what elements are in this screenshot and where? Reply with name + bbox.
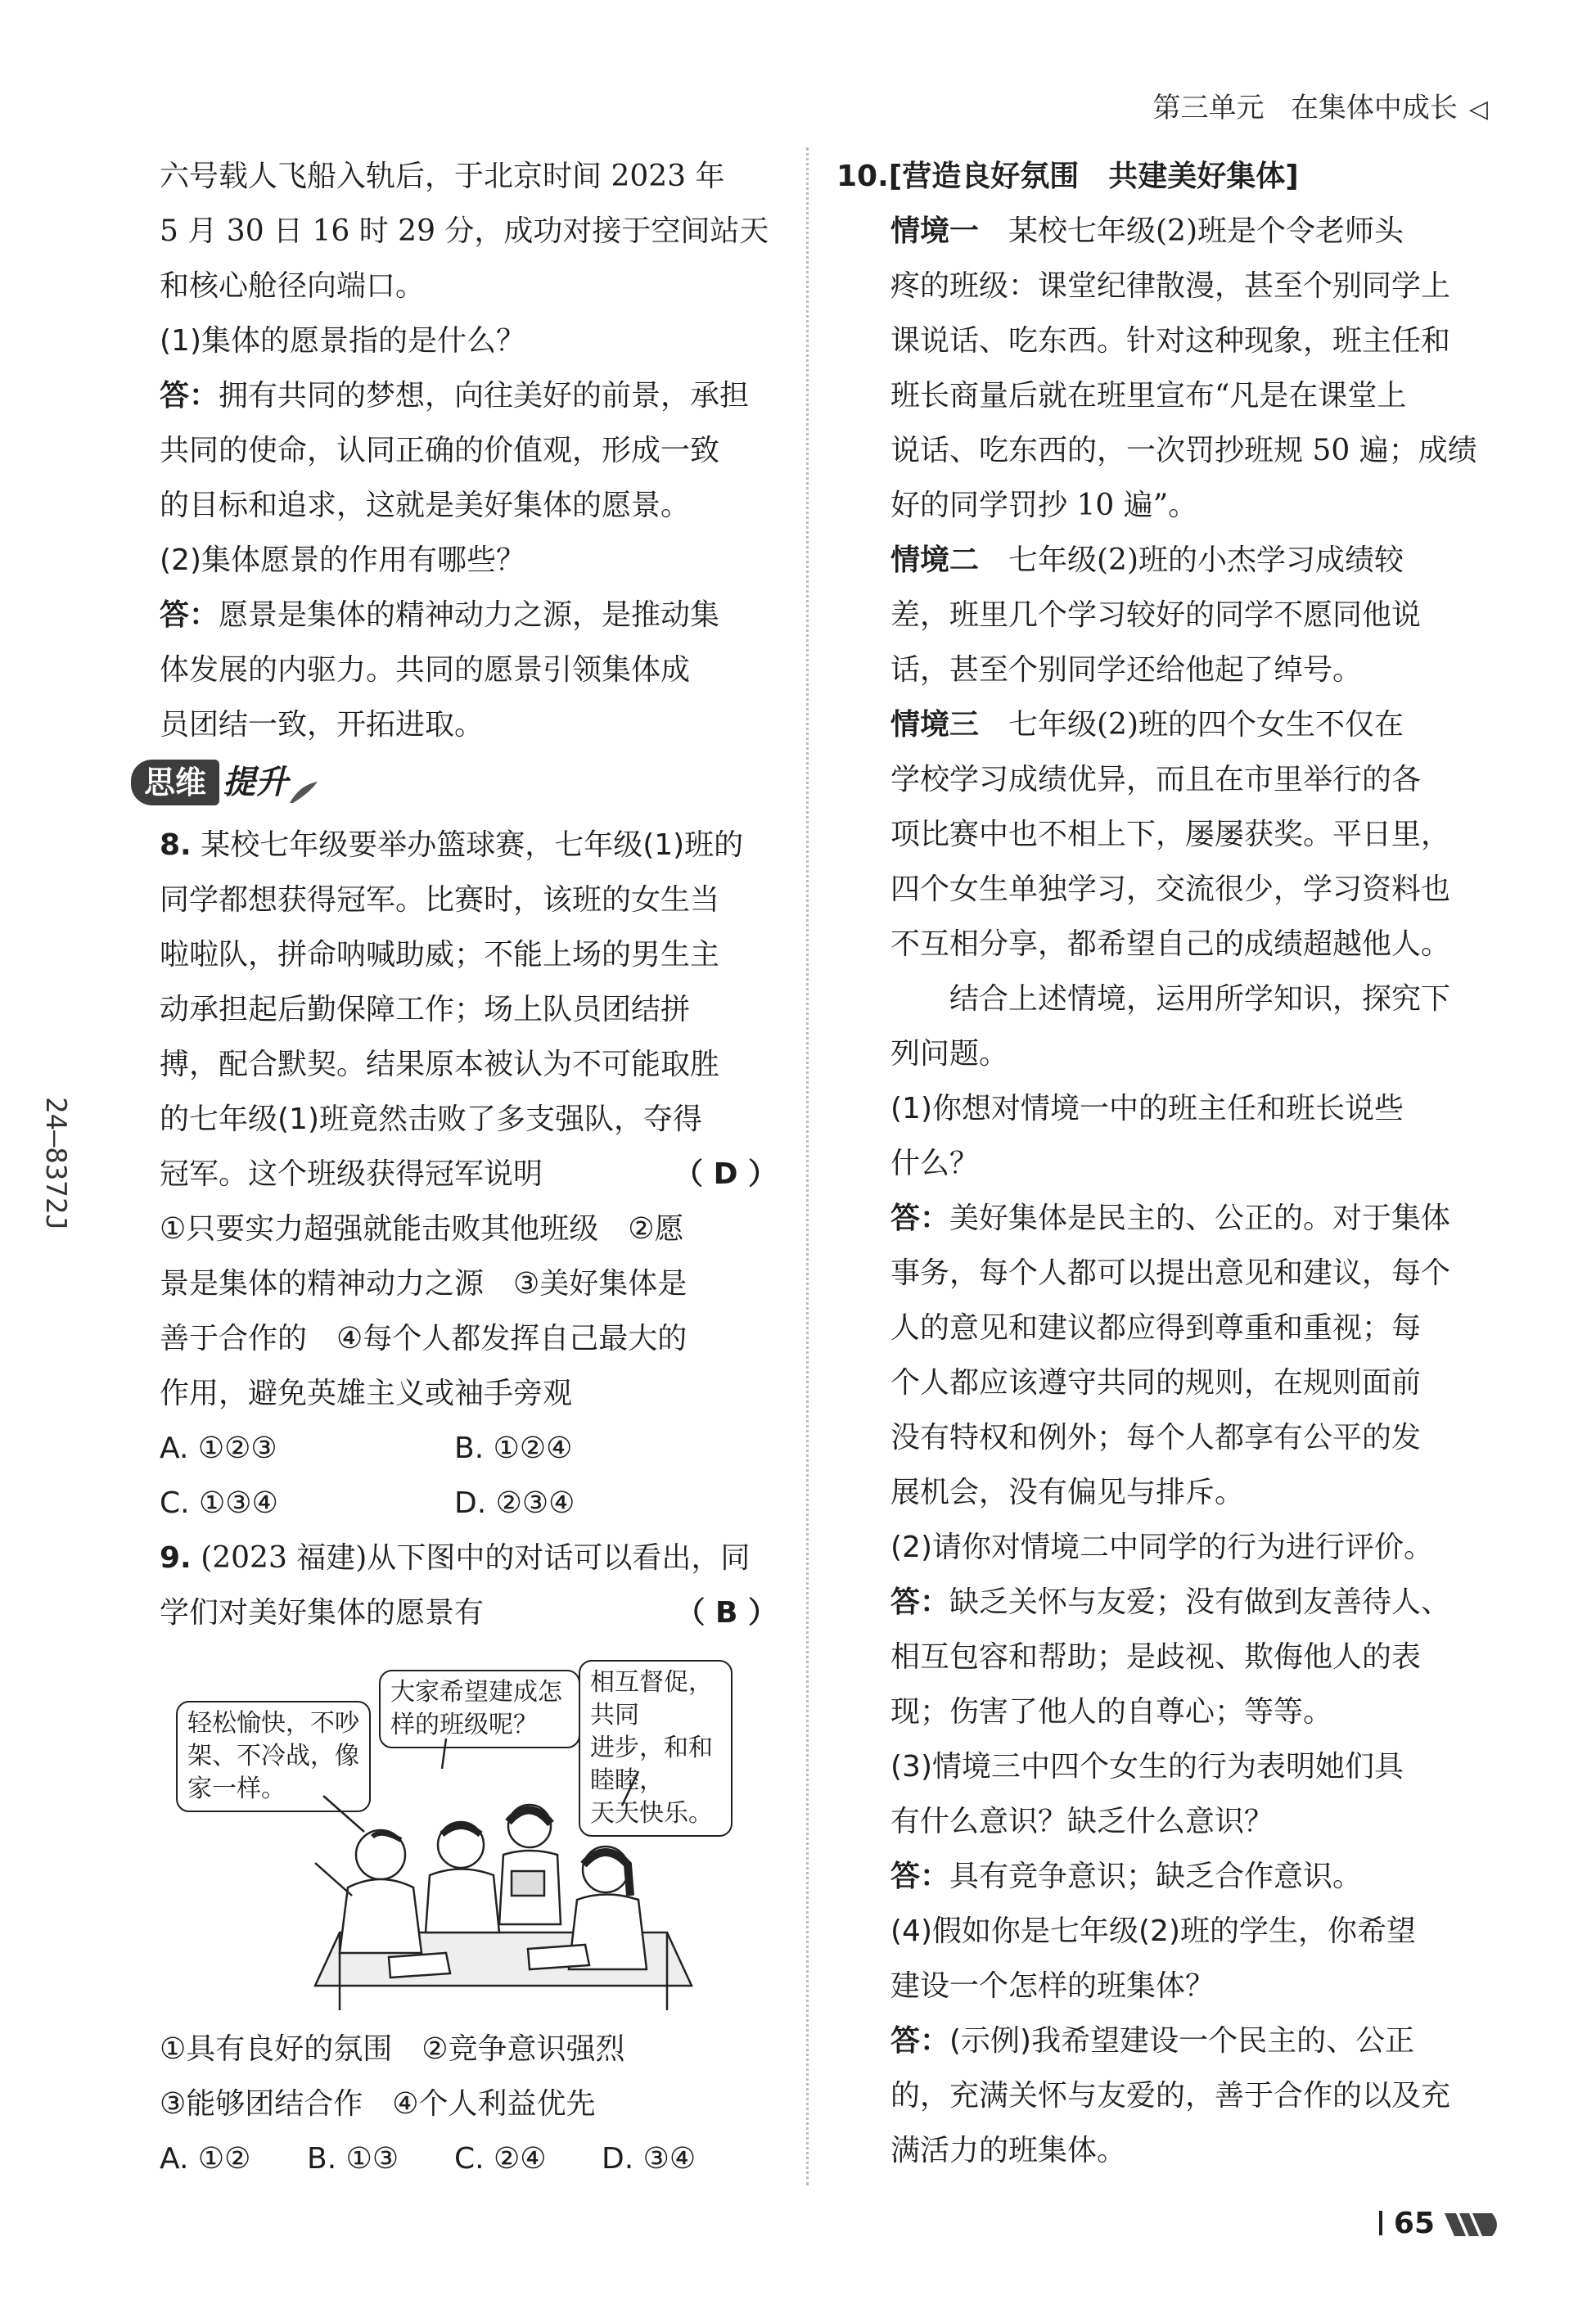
question-9-line: 学们对美好集体的愿景有 （ B ） (160, 1585, 778, 1640)
answer-3-line: 答：具有竞争意识；缺乏合作意识。 (890, 1860, 1363, 1893)
right-column (836, 149, 1500, 2178)
option-row (160, 2131, 778, 2186)
scene-1-line: 情境一 某校七年级(2)班是个令老师头 (890, 214, 1404, 248)
option: C. ②④ (454, 2142, 547, 2176)
scene-3-line: 四个女生单独学习，交流很少，学习资料也 (890, 873, 1451, 906)
option: D. ②③④ (454, 1486, 575, 1520)
statement-line: ③能够团结合作 ④个人利益优先 (160, 2087, 596, 2121)
page-header (1152, 85, 1488, 125)
answer-2-line: 员团结一致，开拓进取。 (160, 708, 485, 742)
answer-1-line: 个人都应该遵守共同的规则，在规则面前 (890, 1366, 1422, 1400)
question-3-line: (3)情境三中四个女生的行为表明她们具 (890, 1750, 1404, 1784)
question-10-title: 10.[营造良好氛围 共建美好集体] (836, 160, 1299, 193)
scene-label: 情境一 (890, 214, 980, 248)
question-4-line: (4)假如你是七年级(2)班的学生，你希望 (890, 1914, 1416, 1948)
answer-1-line: 的目标和追求，这就是美好集体的愿景。 (160, 489, 691, 522)
answer-1-line: 没有特权和例外；每个人都享有公平的发 (890, 1421, 1422, 1454)
scene-3-line: 情境三 七年级(2)班的四个女生不仅在 (890, 708, 1404, 742)
left-column (144, 149, 778, 2186)
dialogue-illustration (176, 1650, 724, 2010)
scene-label: 情境二 (890, 543, 980, 577)
question-8-line: 动承担起后勤保障工作；场上队员团结拼 (160, 993, 691, 1026)
scene-1-line: 说话、吃东西的，一次罚抄班规 50 遍；成绩 (890, 434, 1477, 467)
section-badge-dark: 思维 (131, 760, 219, 805)
statement-line: ①具有良好的氛围 ②竞争意识强烈 (160, 2032, 625, 2066)
intro-line: 和核心舱径向端口。 (160, 269, 426, 303)
scene-3-line: 不互相分享，都希望自己的成绩超越他人。 (890, 927, 1451, 961)
question-9-line: 9. (2023 福建)从下图中的对话可以看出，同 (160, 1541, 751, 1575)
triangle-marker-icon: ◁ (1468, 95, 1488, 124)
question-8-line: 啦啦队，拼命呐喊助威；不能上场的男生主 (160, 938, 720, 972)
question-1: (1)集体的愿景指的是什么？ (160, 324, 525, 358)
answer-1-line: 事务，每个人都可以提出意见和建议，每个 (890, 1256, 1451, 1290)
option: B. ①③ (307, 2142, 399, 2176)
question-2: (2)请你对情境二中同学的行为进行评价。 (890, 1531, 1433, 1564)
answer-label: 答： (160, 379, 219, 413)
page-bar (1379, 2211, 1382, 2235)
question-4-line: 建设一个怎样的班集体？ (890, 1969, 1215, 2003)
question-number: 10. (836, 160, 889, 193)
page-number: 65 (1379, 2207, 1502, 2240)
scene-2-line: 情境二 七年级(2)班的小杰学习成绩较 (890, 543, 1404, 577)
option-row (160, 1476, 778, 1531)
answer-2-line: 答：缺乏关怀与友爱；没有做到友善待人、 (890, 1585, 1451, 1619)
option: B. ①②④ (454, 1432, 573, 1465)
answer-2-line: 答：愿景是集体的精神动力之源，是推动集 (160, 598, 720, 632)
answer-2-line: 体发展的内驱力。共同的愿景引领集体成 (160, 653, 691, 687)
answer-1-line: 答：拥有共同的梦想，向往美好的前景，承担 (160, 379, 750, 413)
option: D. ③④ (602, 2142, 697, 2176)
question-8-line: 的七年级(1)班竟然击败了多支强队，夺得 (160, 1103, 702, 1136)
question-1-line: (1)你想对情境一中的班主任和班长说些 (890, 1092, 1404, 1125)
side-code: 24—8372J (39, 1097, 72, 1231)
unit-label: 第三单元 (1152, 92, 1265, 124)
option-row (160, 1421, 778, 1476)
unit-title: 在集体中成长 (1290, 92, 1458, 124)
scene-1-line: 班长商量后就在班里宣布“凡是在课堂上 (890, 379, 1407, 413)
statement-line: 作用，避免英雄主义或袖手旁观 (160, 1377, 573, 1410)
scene-2-line: 话，甚至个别同学还给他起了绰号。 (890, 653, 1363, 687)
column-divider (806, 147, 809, 2185)
answer-1-line: 共同的使命，认同正确的价值观，形成一致 (160, 434, 720, 467)
question-8-line: 同学都想获得冠军。比赛时，该班的女生当 (160, 883, 720, 917)
prompt-line: 结合上述情境，运用所学知识，探究下 (890, 982, 1451, 1016)
answer-1-line: 展机会，没有偏见与排斥。 (890, 1476, 1245, 1509)
scene-3-line: 项比赛中也不相上下，屡屡获奖。平日里， (890, 818, 1451, 851)
speech-bubble-1: 轻松愉快，不吵 架、不冷战，像 家一样。 (176, 1701, 371, 1812)
prompt-line: 列问题。 (890, 1037, 1009, 1071)
answer-2-line: 现；伤害了他人的自尊心；等等。 (890, 1695, 1333, 1729)
option: A. ①② (160, 2142, 251, 2176)
scene-1-line: 课说话、吃东西。针对这种现象，班主任和 (890, 324, 1451, 358)
statement-line: 善于合作的 ④每个人都发挥自己最大的 (160, 1322, 688, 1355)
page-stripes-icon (1445, 2213, 1502, 2236)
scene-1-line: 疼的班级：课堂纪律散漫，甚至个别同学上 (890, 269, 1451, 303)
section-badge (131, 755, 288, 813)
answer-2-line: 相互包容和帮助；是歧视、欺侮他人的表 (890, 1640, 1422, 1674)
students-illustration (176, 1650, 724, 2010)
answer-4-line: 答：(示例)我希望建设一个民主的、公正 (890, 2024, 1415, 2058)
answer-choice: （ D ） (674, 1157, 778, 1191)
question-number: 8. (160, 828, 192, 862)
question-number: 9. (160, 1541, 192, 1575)
question-8-line: 冠军。这个班级获得冠军说明 （ D ） (160, 1147, 778, 1202)
scene-1-line: 好的同学罚抄 10 遍”。 (890, 489, 1198, 522)
answer-label: 答： (890, 1202, 950, 1235)
answer-1-line: 答：美好集体是民主的、公正的。对于集体 (890, 1202, 1451, 1235)
intro-line: 六号载人飞船入轨后，于北京时间 2023 年 (160, 160, 725, 193)
speech-bubble-2: 大家希望建成怎 样的班级呢？ (379, 1670, 580, 1748)
option: C. ①③④ (160, 1486, 278, 1520)
question-8-line: 搏，配合默契。结果原本被认为不可能取胜 (160, 1048, 720, 1081)
question-3-line: 有什么意识？缺乏什么意识？ (890, 1805, 1274, 1838)
intro-line: 5 月 30 日 16 时 29 分，成功对接于空间站天 (160, 214, 769, 248)
answer-label: 答： (890, 1585, 950, 1619)
answer-4-line: 满活力的班集体。 (890, 2134, 1127, 2167)
answer-4-line: 的，充满关怀与友爱的，善于合作的以及充 (890, 2079, 1451, 2113)
speech-bubble-3: 相互督促，共同 进步，和和睦睦， 天天快乐。 (579, 1660, 733, 1837)
feather-icon (288, 778, 321, 806)
question-2: (2)集体愿景的作用有哪些？ (160, 543, 525, 577)
scene-3-line: 学校学习成绩优异，而且在市里举行的各 (890, 763, 1422, 796)
question-8-line: 8. 某校七年级要举办篮球赛，七年级(1)班的 (160, 828, 744, 862)
scene-2-line: 差，班里几个学习较好的同学不愿同他说 (890, 598, 1422, 632)
answer-choice: （ B ） (675, 1596, 778, 1630)
answer-1-line: 人的意见和建议都应得到尊重和重视；每 (890, 1311, 1422, 1345)
question-1-line: 什么？ (890, 1147, 980, 1180)
answer-label: 答： (890, 2024, 950, 2058)
section-badge-light: 提升 (223, 764, 289, 801)
statement-line: 景是集体的精神动力之源 ③美好集体是 (160, 1267, 688, 1301)
answer-label: 答： (890, 1860, 950, 1893)
answer-label: 答： (160, 598, 219, 632)
scene-label: 情境三 (890, 708, 980, 742)
statement-line: ①只要实力超强就能击败其他班级 ②愿 (160, 1212, 684, 1246)
option: A. ①②③ (160, 1432, 277, 1465)
